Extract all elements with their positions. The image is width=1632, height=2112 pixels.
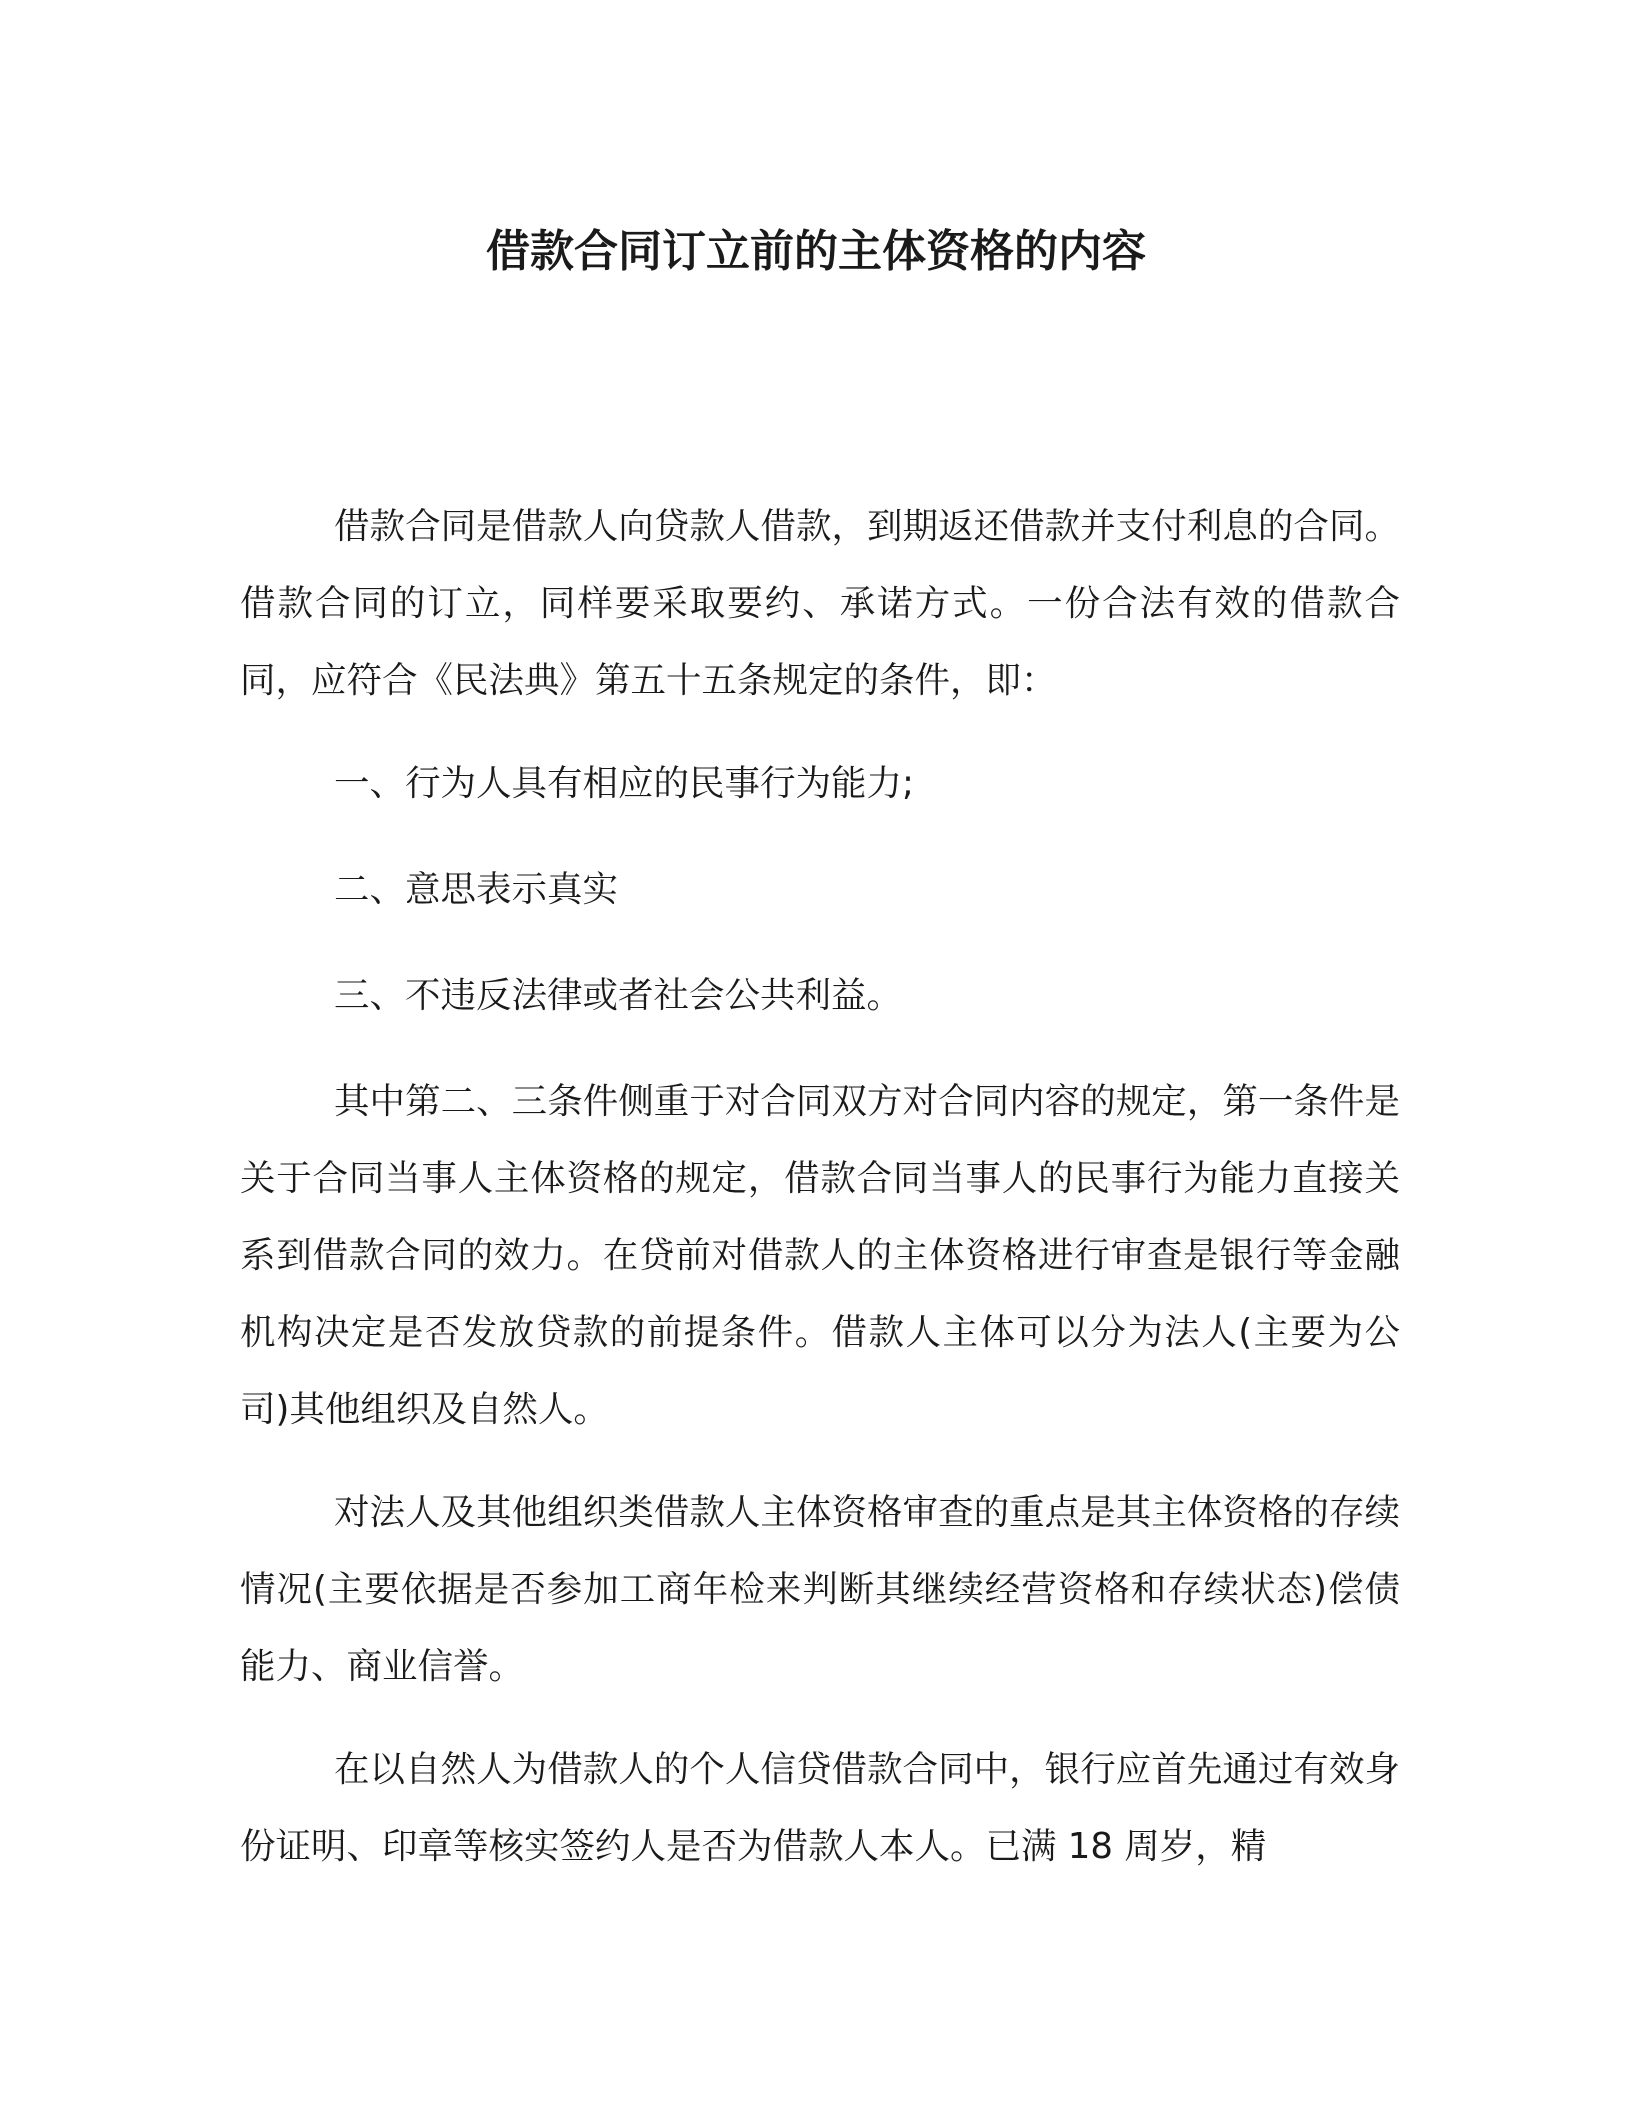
- condition-item-3: 三、不违反法律或者社会公共利益。: [334, 975, 903, 1016]
- paragraph-legal-person: 对法人及其他组织类借款人主体资格审查的重点是其主体资格的存续情况(主要依据是否参加工商年检来判断其继续经营资格和存续状态)偿债能力、商业信誉。: [240, 1492, 1400, 1687]
- condition-item-2: 二、意思表示真实: [334, 869, 619, 910]
- paragraph-natural-person: 在以自然人为借款人的个人信贷借款合同中，银行应首先通过有效身份证明、印章等核实签约人是否为借款人本人。已满 18 周岁，精: [240, 1749, 1400, 1867]
- paragraph-explanation: 其中第二、三条件侧重于对合同双方对合同内容的规定，第一条件是关于合同当事人主体资格的规定，借款合同当事人的民事行为能力直接关系到借款合同的效力。在贷前对借款人的主体资格进行审查是银行等金融机构决定是否发放贷款的前提条件。借款人主体可以分为法人(主要为公司)其他组织及自然人。: [240, 1081, 1400, 1430]
- document-title: 借款合同订立前的主体资格的内容: [486, 226, 1146, 277]
- document-body: [240, 488, 1400, 1885]
- condition-item-1: 一、行为人具有相应的民事行为能力;: [334, 763, 914, 804]
- paragraph-intro: 借款合同是借款人向贷款人借款，到期返还借款并支付利息的合同。借款合同的订立，同样要采取要约、承诺方式。一份合法有效的借款合同，应符合《民法典》第五十五条规定的条件，即：: [240, 506, 1400, 701]
